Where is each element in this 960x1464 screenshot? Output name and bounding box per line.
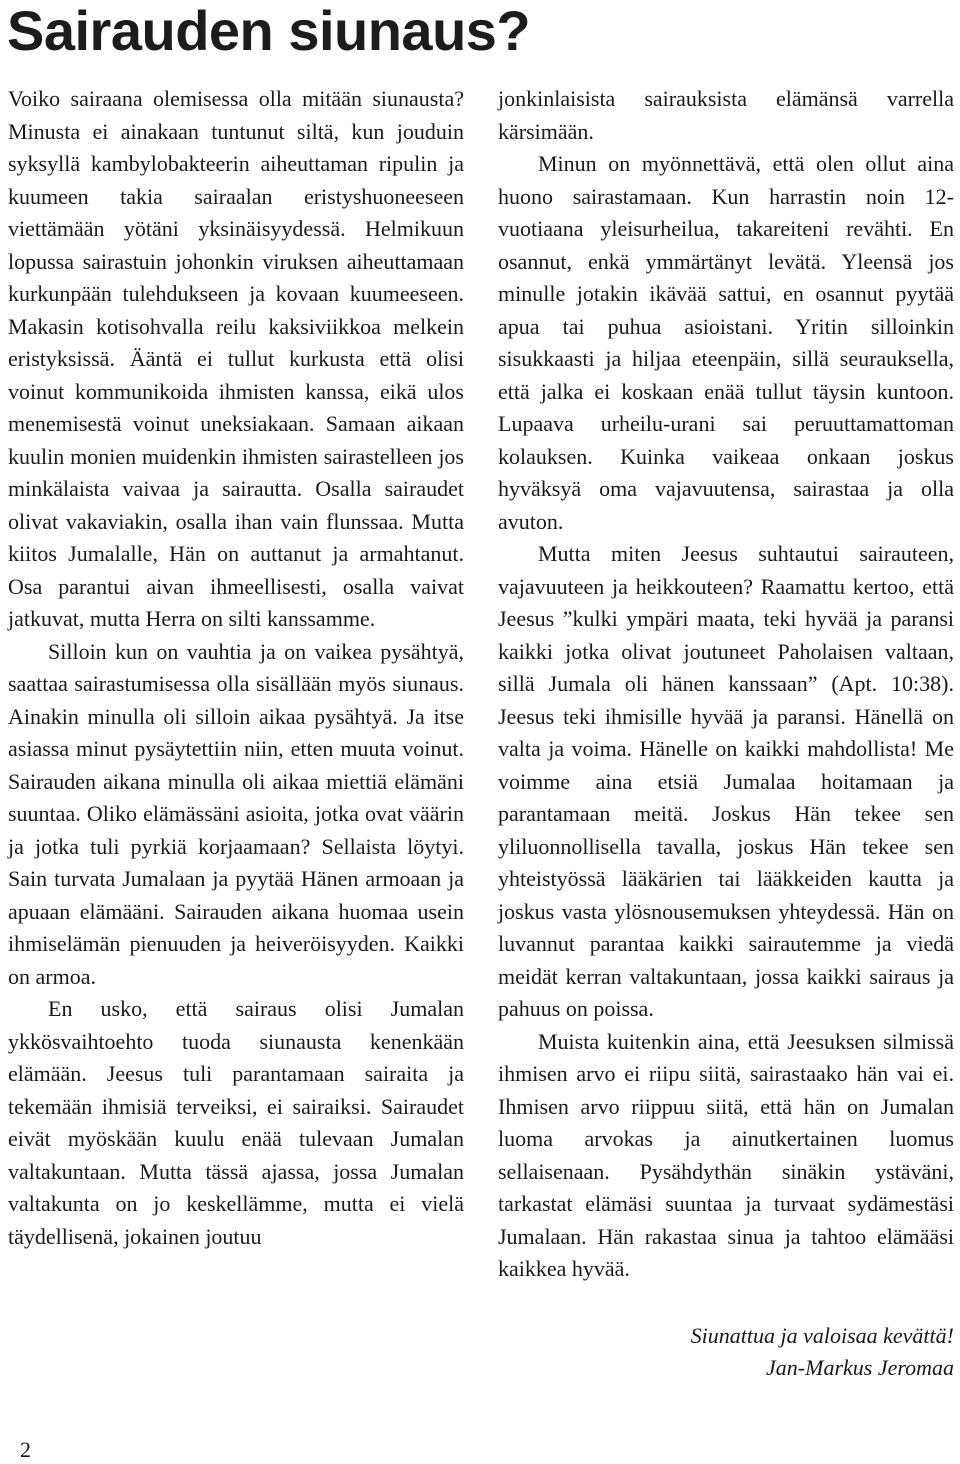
body-paragraph: En usko, että sairaus olisi Jumalan ykkösvaihtoehto tuoda siunausta kenenkään elämään. Jeesus tuli parantamaan sairaita ja tekemään ihmisiä terveiksi, ei sairaiksi. Sairaudet eivät myöskään kuulu enää tulevaan Jumalan valtakuntaan. Mutta tässä ajassa, jossa Jumalan valtakunta on jo keskellämme, mutta ei vielä täydellisenä, jokainen joutuu — [8, 996, 464, 1249]
page-number: 2 — [20, 1437, 31, 1462]
body-paragraph: Voiko sairaana olemisessa olla mitään siunausta? Minusta ei ainakaan tuntunut siltä, kun jouduin syksyllä kambylobakteerin aiheuttaman ripulin ja kuumeen takia sairaalan eristyshuoneeseen viettämään yötäni yksinäisyydessä. Helmikuun lopussa sairastuin johonkin viruksen aiheuttamaan kurkunpään tulehdukseen ja kovaan kuumeeseen. Makasin kotisohvalla reilu kaksiviikkoa melkein eristyksissä. Ääntä ei tullut kurkusta että olisi voinut kommunikoida ihmisten kanssa, eikä ulos menemisestä voinut uneksiakaan. Samaan aikaan kuulin monien muidenkin ihmisten sairastelleen jos minkälaista vaivaa ja sairautta. Osalla sairaudet olivat vakaviakin, osalla ihan vain flunssaa. Mutta kiitos Jumalalle, Hän on auttanut ja armahtanut. Osa parantui aivan ihmeellisesti, osalla vaivat jatkuvat, mutta Herra on silti kanssamme. — [8, 86, 464, 631]
signoff — [498, 1320, 954, 1385]
author-name: Jan-Markus Jeromaa — [766, 1355, 954, 1380]
body-paragraph-continued: jonkinlaisista sairauksista elämänsä varrella kärsimään. — [498, 86, 954, 144]
right-column — [498, 83, 954, 1385]
closing-greeting: Siunattua ja valoisaa kevättä! — [690, 1322, 954, 1348]
body-paragraph: Silloin kun on vauhtia ja on vaikea pysähtyä, saattaa sairastumisessa olla sisällään myös siunaus. Ainakin minulla oli silloin aikaa pysähtyä. Ja itse asiassa minut pysäytettiin niin, etten muuta voinut. Sairauden aikana minulla oli aikaa miettiä elämäni suuntaa. Oliko elämässäni asioita, jotka ovat väärin ja jotka tuli pyrkiä korjaamaan? Sellaista löytyi. Sain turvata Jumalaan ja pyytää Hänen armoaan ja apuaan elämääni. Sairauden aikana huomaa usein ihmiselämän pienuuden ja heiveröisyyden. Kaikki on armoa. — [8, 638, 464, 989]
body-paragraph: Mutta miten Jeesus suhtautui sairauteen, vajavuuteen ja heikkouteen? Raamattu kertoo, että Jeesus ”kulki ympäri maata, teki hyvää ja paransi kaikki jotka olivat joutuneet Paholaisen valtaan, sillä Jumala oli hänen kanssaan” (Apt. 10:38). Jeesus teki ihmisille hyvää ja paransi. Hänellä on valta ja voima. Hänelle on kaikki mahdollista! Me voimme aina etsiä Jumalaa hoitamaan ja parantamaan meitä. Joskus Hän tekee sen yliluonnollisella tavalla, joskus Hän tekee sen yhteistyössä lääkärien tai lääkkeiden kautta ja joskus vasta ylösnousemuksen yhteydessä. Hän on luvannut parantaa kaikki sairautemme ja viedä meidät kerran valtakuntaan, jossa kaikki sairaus ja pahuus on poissa. — [498, 541, 954, 1021]
body-paragraph: Muista kuitenkin aina, että Jeesuksen silmissä ihmisen arvo ei riipu siitä, sairastaako hän vai ei. Ihmisen arvo riippuu siitä, että hän on Jumalan luoma arvokas ja ainutkertainen luomus sellaisenaan. Pysähdythän sinäkin ystäväni, tarkastat elämäsi suuntaa ja turvaat sydämestäsi Jumalaan. Hän rakastaa sinua ja tahtoo elämääsi kaikkea hyvää. — [498, 1028, 954, 1281]
left-column — [8, 83, 464, 1253]
page-title: Sairauden siunaus? — [7, 0, 531, 62]
body-paragraph: Minun on myönnettävä, että olen ollut aina huono sairastamaan. Kun harrastin noin 12-vuotiaana yleisurheilua, takareiteni revähti. En osannut, enkä ymmärtänyt levätä. Yleensä jos minulle jotakin ikävää sattui, en osannut pyytää apua tai puhua asioistani. Yritin silloinkin sisukkaasti ja hiljaa eteenpäin, sillä seurauksella, että jalka ei koskaan enää tullut täysin kuntoon. Lupaava urheilu-urani sai peruuttamattoman kolauksen. Kuinka vaikeaa onkaan joskus hyväksyä oma vajavuutensa, sairastaa ja olla avuton. — [498, 151, 954, 534]
